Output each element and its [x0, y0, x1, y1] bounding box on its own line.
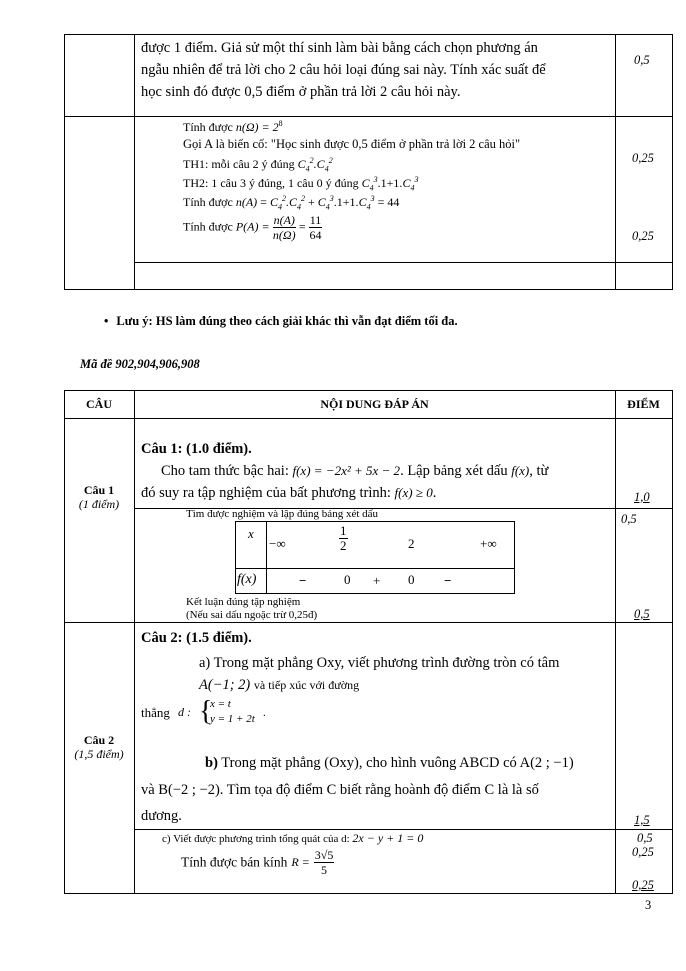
table-border — [672, 390, 673, 894]
table-border — [672, 34, 673, 290]
table-border — [64, 390, 673, 391]
q1-sol-score-1: 0,5 — [621, 512, 637, 526]
question-score: 0,5 — [634, 53, 650, 67]
q2-label: Câu 2 (1,5 điểm) — [74, 733, 124, 761]
table-border — [615, 390, 616, 894]
solution-line-6: Tính được P(A) = $\frac{n(A)}{n(\Omega)}$ = $\frac{11}{64}$ — [183, 213, 322, 242]
q1-label: Câu 1 (1 điểm) — [78, 483, 120, 511]
sign-zero: 0 — [344, 572, 351, 587]
q2-title: Câu 2: (1.5 điểm). — [141, 630, 252, 646]
q2-a-line-1: a) Trong mặt phẳng Oxy, viết phương trình đường tròn có tâm — [199, 655, 560, 671]
q2-b-line-1: b) Trong mặt phẳng (Oxy), cho hình vuông ABCD có A(2 ; −1) — [205, 755, 574, 771]
note: • Lưu ý: HS làm đúng theo cách giải khác thì vẫn đạt điểm tối đa. — [104, 314, 458, 328]
table-border — [64, 34, 673, 35]
table-border — [134, 34, 135, 290]
solution-line-1: Tính được $n(\Omega) = 2^8$ — [183, 119, 283, 134]
fraction: $\frac{n(A)}{n(\Omega)}$ — [272, 213, 296, 242]
header-noi-dung: NỘI DUNG ĐÁP ÁN — [320, 397, 429, 411]
fraction: $\frac{11}{64}$ — [309, 213, 322, 242]
page-number: 3 — [645, 898, 652, 912]
q2-a-line-2: A(−1; 2) và tiếp xúc với đường — [199, 677, 360, 693]
sign-zero: 0 — [408, 572, 415, 587]
question-text — [141, 37, 611, 103]
solution-line-4: TH2: 1 câu 3 ý đúng, 1 câu 0 ý đúng $C_4^3.1+1.C_4^3$ — [183, 175, 419, 193]
solution-line-2: Gọi A là biến cố: "Học sinh được 0,5 điểm ở phần trả lời 2 câu hỏi" — [183, 137, 521, 151]
table-border — [64, 622, 673, 623]
fraction: $\frac{3√5}{5}$ — [314, 848, 334, 877]
q2-sol-score-2: 0,25 — [632, 845, 654, 859]
exam-code: Mã đề 902,904,906,908 — [80, 357, 200, 371]
solution-score-1: 0,25 — [632, 151, 654, 165]
sign-table-x-label: x — [248, 526, 254, 541]
solution-line-5: Tính được $n(A) = C_4^2.C_4^2 + C_4^3.1+1.C_4^3 = 44$ — [183, 194, 400, 212]
table-border — [64, 390, 65, 894]
table-border — [64, 418, 673, 419]
sign-table — [235, 521, 515, 595]
solution-block — [183, 120, 520, 243]
question-line: được 1 điểm. Giả sử một thí sinh làm bài bằng cách chọn phương án — [141, 40, 538, 56]
pos-infinity: +∞ — [480, 536, 497, 551]
q2-c-line-2: Tính được bán kính R = $\frac{3√5}{5}$ — [181, 848, 334, 877]
table-border — [134, 829, 673, 830]
table-border — [615, 34, 616, 290]
q2-score: 1,5 — [634, 813, 650, 827]
table-border — [64, 893, 673, 894]
solution-line-3: TH1: mỗi câu 2 ý đúng $C_4^2.C_4^2$ — [183, 156, 333, 174]
table-border — [134, 262, 673, 263]
solution-score-2: 0,25 — [632, 229, 654, 243]
sign-minus: − — [444, 573, 452, 588]
q1-solution-line-1: Tìm được nghiệm và lập đúng bảng xét dấu — [186, 508, 379, 520]
question-line: ngẫu nhiên để trả lời cho 2 câu hỏi loại đúng sai này. Tính xác suất để — [141, 62, 546, 78]
brace-icon: { — [199, 696, 213, 727]
q1-solution-line-2: Kết luận đúng tập nghiệm (Nếu sai dấu ngoặc trừ 0,25đ) — [186, 596, 318, 621]
q2-sol-score-3: 0,25 — [632, 878, 654, 892]
q1-question: Câu 1: (1.0 điểm). Cho tam thức bậc hai: f(x) = −2x² + 5x − 2. Lập bảng xét dấu f(x), từ đó suy ra tập nghiệm của bất phương trình: f(x) ≥ 0. — [141, 441, 549, 501]
q1-score: 1,0 — [634, 490, 650, 504]
table-border — [64, 116, 673, 117]
question-line: học sinh đó được 0,5 điểm ở phần trả lời 2 câu hỏi này. — [141, 84, 461, 100]
bullet-icon: • — [104, 314, 109, 328]
header-cau: CÂU — [86, 397, 112, 411]
neg-infinity: −∞ — [269, 536, 286, 551]
root-two: 2 — [408, 536, 415, 551]
sign-plus: + — [373, 573, 381, 588]
sign-table-fx-label: f(x) — [237, 572, 257, 587]
q2-c-line-1: c) Viết được phương trình tổng quát của d: 2x − y + 1 = 0 — [162, 831, 424, 845]
q2-sol-score-1: 0,5 — [637, 831, 653, 845]
q1-sol-score-2: 0,5 — [634, 607, 650, 621]
sign-minus: − — [299, 573, 307, 588]
table-border — [64, 34, 65, 290]
q2-b-line-3: dương. — [141, 808, 182, 824]
table-border — [134, 390, 135, 894]
header-diem: ĐIỂM — [627, 397, 660, 411]
table-border — [64, 289, 673, 290]
q2-b-line-2: và B(−2 ; −2). Tìm tọa độ điểm C biết rằng hoành độ điểm C là là số — [141, 782, 539, 798]
root-one-half: $\frac{1}{2}$ — [340, 523, 347, 553]
